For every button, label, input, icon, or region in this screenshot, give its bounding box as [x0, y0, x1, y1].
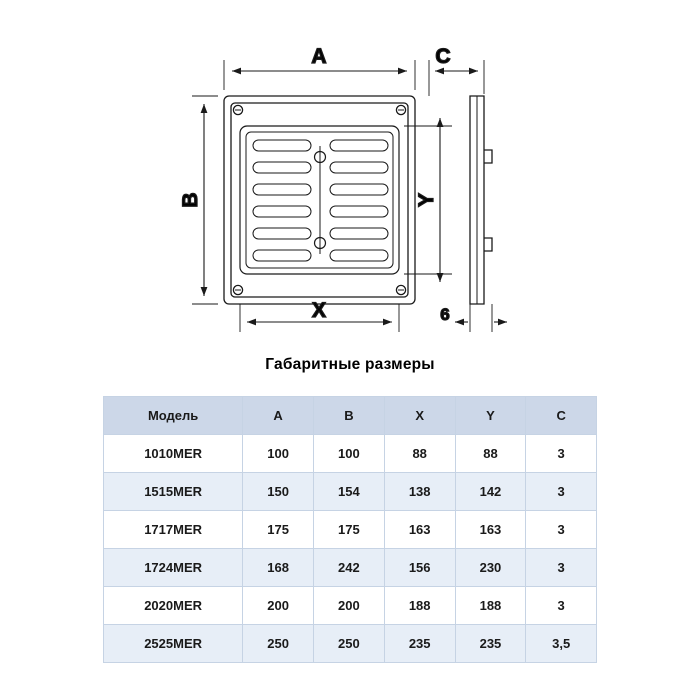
cell-y: 230: [455, 549, 526, 587]
cell-x: 188: [384, 587, 455, 625]
cell-b: 100: [314, 435, 385, 473]
table-row: [104, 435, 597, 473]
cell-c: 3: [526, 435, 597, 473]
cell-model: 1010MER: [104, 435, 243, 473]
label-a: A: [311, 45, 327, 68]
cell-model: 1515MER: [104, 473, 243, 511]
grille-front-view: [224, 96, 415, 304]
cell-x: 138: [384, 473, 455, 511]
cell-x: 235: [384, 625, 455, 663]
cell-b: 154: [314, 473, 385, 511]
cell-y: 188: [455, 587, 526, 625]
cell-x: 156: [384, 549, 455, 587]
cell-y: 163: [455, 511, 526, 549]
cell-model: 1724MER: [104, 549, 243, 587]
table-row: [104, 549, 597, 587]
cell-y: 142: [455, 473, 526, 511]
cell-model: 2525MER: [104, 625, 243, 663]
cell-model: 2020MER: [104, 587, 243, 625]
cell-a: 175: [243, 511, 314, 549]
cell-model: 1717MER: [104, 511, 243, 549]
cell-x: 88: [384, 435, 455, 473]
label-c: C: [435, 45, 451, 68]
column-header-model: Модель: [104, 397, 243, 435]
column-header-a: A: [243, 397, 314, 435]
cell-b: 242: [314, 549, 385, 587]
cell-c: 3: [526, 473, 597, 511]
table-header-row: [104, 397, 597, 435]
cell-y: 235: [455, 625, 526, 663]
cell-x: 163: [384, 511, 455, 549]
cell-a: 150: [243, 473, 314, 511]
cell-c: 3,5: [526, 625, 597, 663]
column-header-c: C: [526, 397, 597, 435]
cell-c: 3: [526, 511, 597, 549]
table-row: [104, 511, 597, 549]
column-header-x: X: [384, 397, 455, 435]
cell-a: 168: [243, 549, 314, 587]
cell-a: 250: [243, 625, 314, 663]
cell-b: 175: [314, 511, 385, 549]
label-y: Y: [415, 192, 438, 208]
cell-b: 200: [314, 587, 385, 625]
cell-a: 100: [243, 435, 314, 473]
column-header-b: B: [314, 397, 385, 435]
cell-b: 250: [314, 625, 385, 663]
table-row: [104, 625, 597, 663]
label-b: B: [179, 192, 202, 208]
dimensions-table: [103, 396, 597, 663]
table-row: [104, 587, 597, 625]
table-row: [104, 473, 597, 511]
cell-a: 200: [243, 587, 314, 625]
column-header-y: Y: [455, 397, 526, 435]
grille-side-view: [470, 96, 492, 304]
table-title: Габаритные размеры: [265, 356, 435, 373]
label-6: 6: [440, 305, 450, 324]
cell-c: 3: [526, 549, 597, 587]
label-x: X: [311, 299, 327, 322]
cell-y: 88: [455, 435, 526, 473]
cell-c: 3: [526, 587, 597, 625]
